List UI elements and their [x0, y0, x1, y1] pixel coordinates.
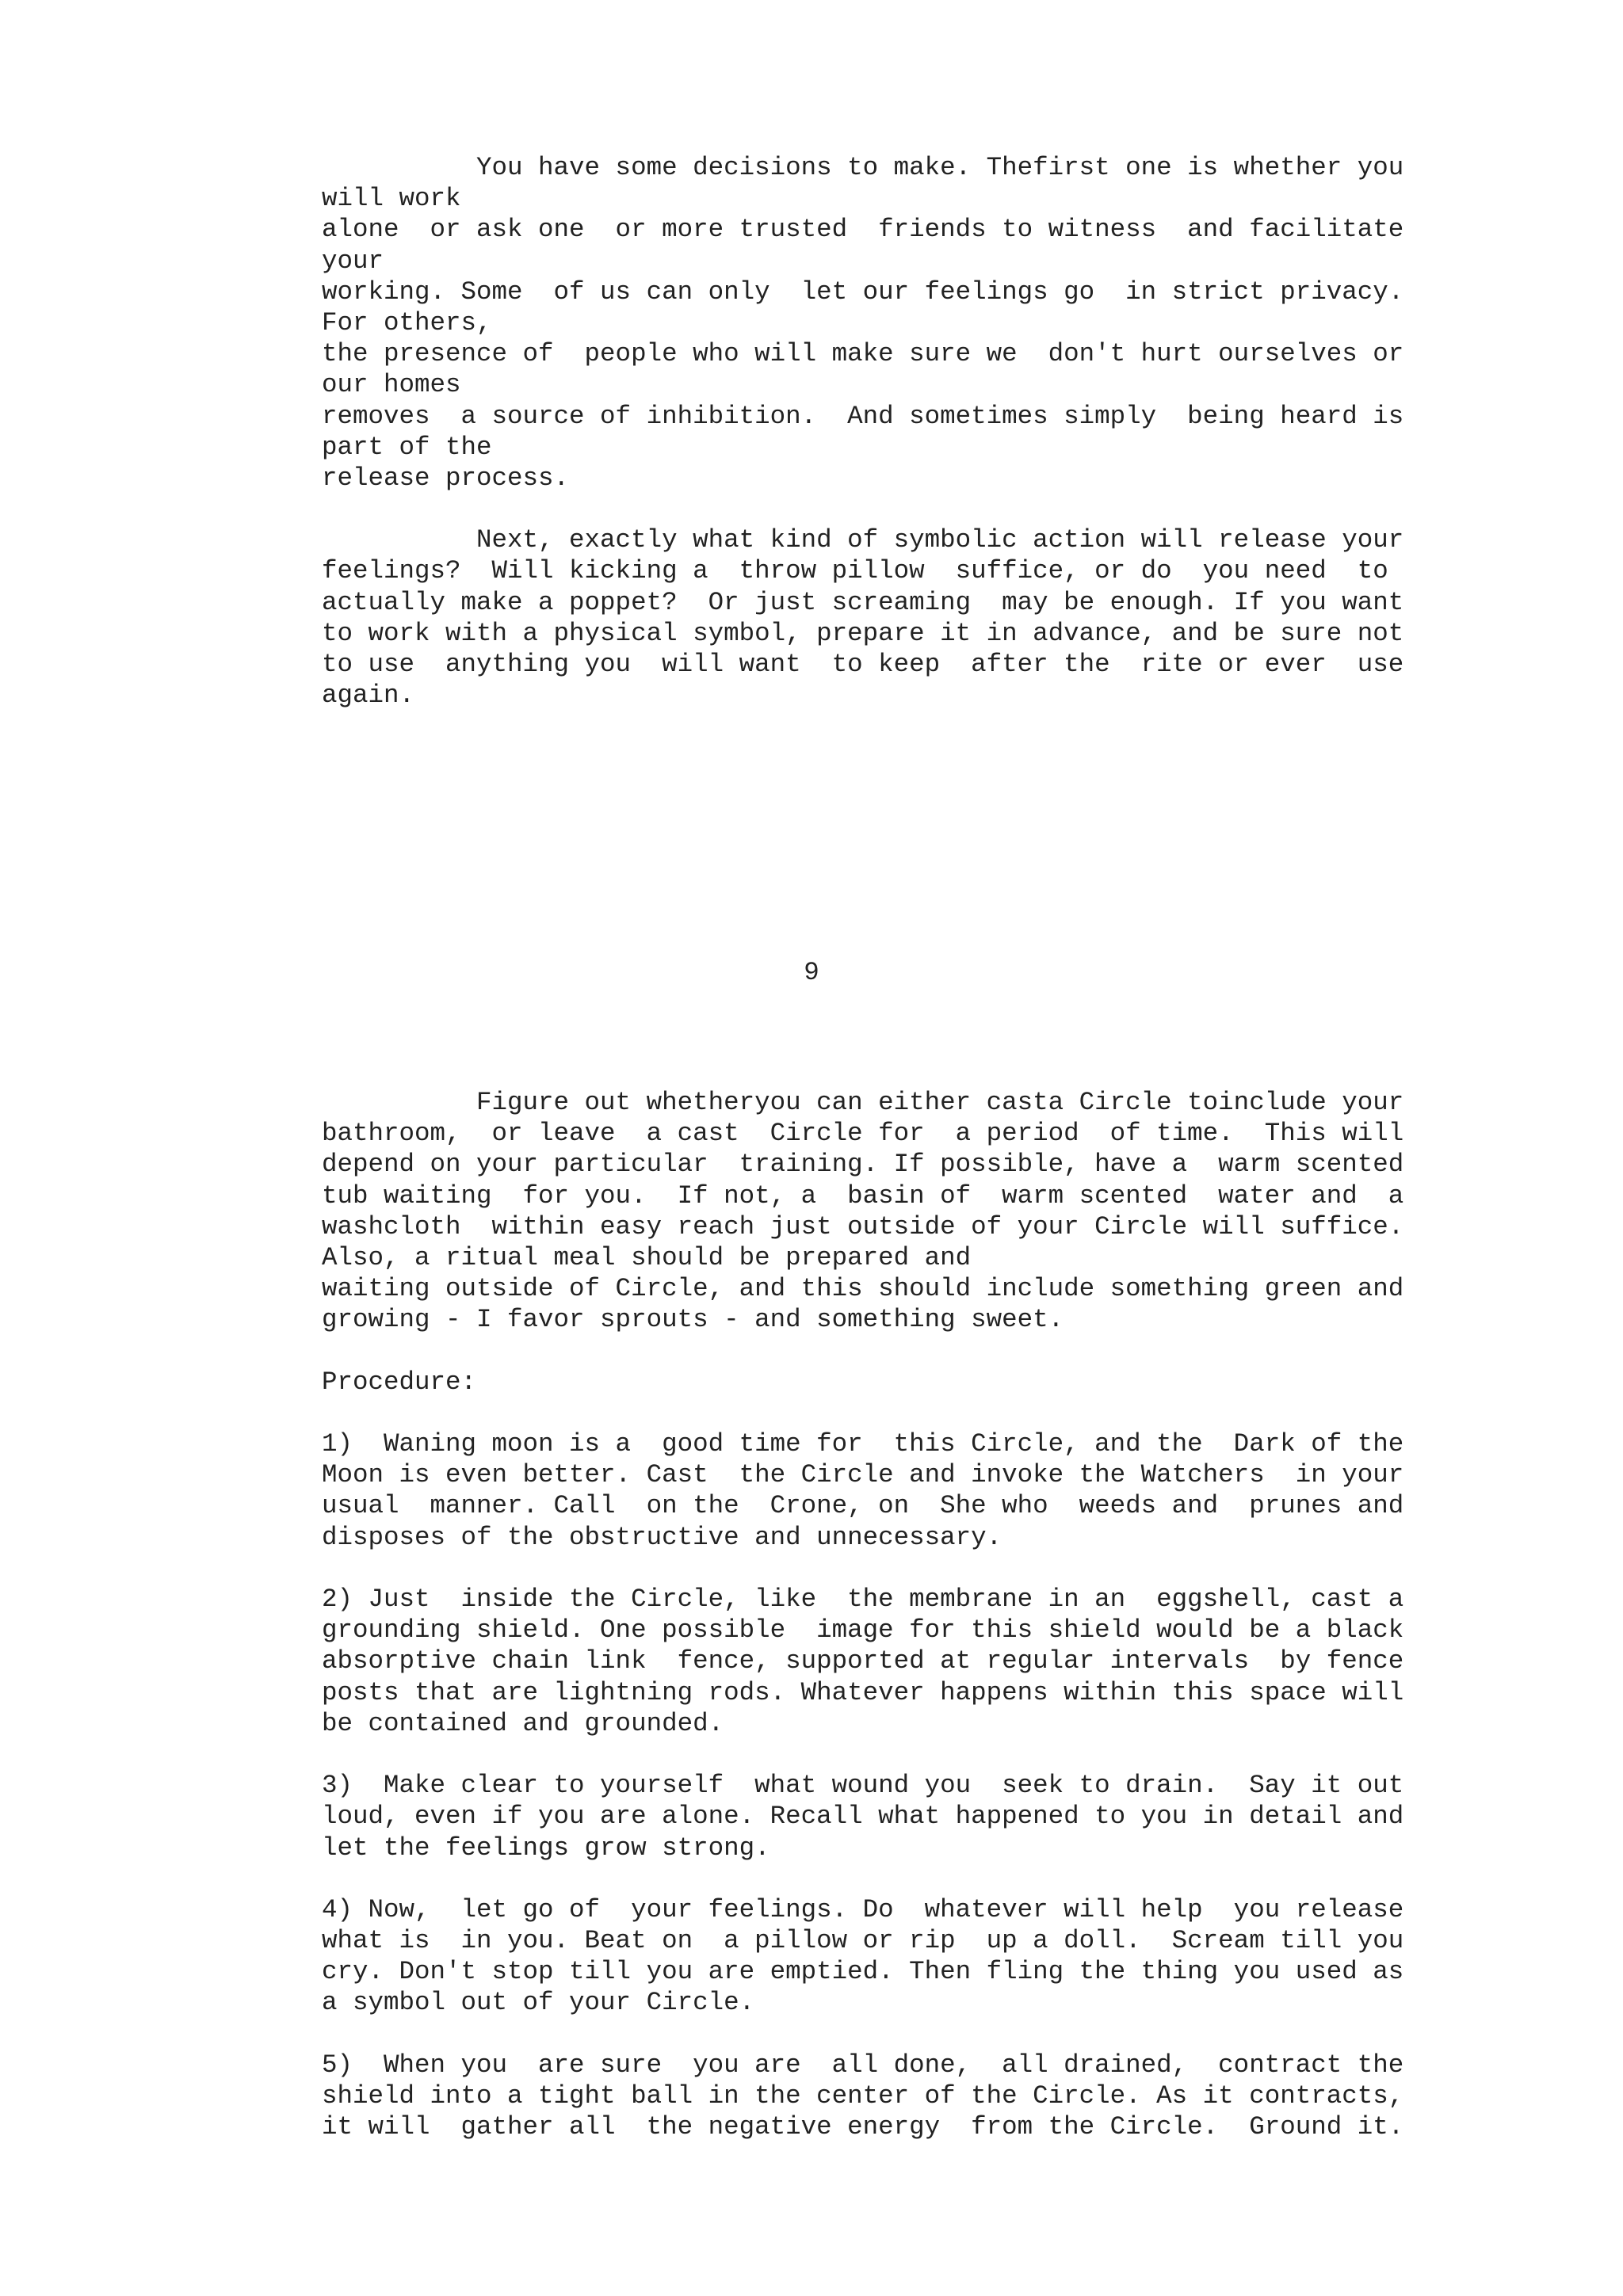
paragraph-gap	[322, 1739, 1482, 1770]
text-line: Also, a ritual meal should be prepared and	[322, 1242, 972, 1272]
paragraph-gap	[322, 1398, 1482, 1428]
text-line: what is in you. Beat on a pillow or rip up a doll. Scream till you	[322, 1926, 1404, 1956]
text-line: 2) Just inside the Circle, like the membrane in an eggshell, cast a	[322, 1585, 1404, 1614]
text-line: cry. Don't stop till you are emptied. Then fling the thing you used as	[322, 1957, 1404, 1987]
text-line: Figure out whetheryou can either casta Circle toinclude your	[322, 1088, 1404, 1117]
text-line: Moon is even better. Cast the Circle and invoke the Watchers in your	[322, 1460, 1404, 1490]
paragraph-gap	[322, 2019, 1482, 2050]
text-line: again.	[322, 681, 415, 711]
text-line: absorptive chain link fence, supported at regular intervals by fence	[322, 1646, 1404, 1676]
text-line: alone or ask one or more trusted friends to witness and facilitate	[322, 215, 1404, 245]
paragraph-gap	[322, 1553, 1482, 1584]
text-line: a symbol out of your Circle.	[322, 1988, 755, 2018]
text-line: disposes of the obstructive and unnecessary.	[322, 1522, 1002, 1552]
top-text-block	[322, 152, 1482, 711]
paragraph-gap	[322, 494, 1482, 524]
text-line: For others,	[322, 307, 492, 338]
text-line: part of the	[322, 432, 492, 462]
text-line: removes a source of inhibition. And sometimes simply being heard is	[322, 401, 1404, 431]
text-line: actually make a poppet? Or just screaming may be enough. If you want	[322, 587, 1404, 617]
text-line: your	[322, 246, 384, 276]
paragraph	[322, 1367, 1482, 1398]
paragraph-gap	[322, 1336, 1482, 1367]
paragraph	[322, 524, 1482, 711]
text-line: let the feelings grow strong.	[322, 1833, 770, 1863]
text-line: be contained and grounded.	[322, 1708, 724, 1738]
text-line: feelings? Will kicking a throw pillow suffice, or do you need to	[322, 556, 1388, 586]
text-line: grounding shield. One possible image for this shield would be a black	[322, 1615, 1404, 1646]
text-line: to work with a physical symbol, prepare it in advance, and be sure not	[322, 618, 1404, 648]
text-line: waiting outside of Circle, and this should include something green and	[322, 1274, 1404, 1304]
text-line: it will gather all the negative energy from the Circle. Ground it.	[322, 2112, 1404, 2142]
text-line: tub waiting for you. If not, a basin of warm scented water and a	[322, 1180, 1404, 1211]
text-line: Next, exactly what kind of symbolic action will release your	[322, 525, 1404, 555]
text-line: usual manner. Call on the Crone, on She who weeds and prunes and	[322, 1491, 1404, 1521]
text-line: 3) Make clear to yourself what wound you seek to drain. Say it out	[322, 1771, 1404, 1801]
paragraph-gap	[322, 1863, 1482, 1894]
text-line: 1) Waning moon is a good time for this Circle, and the Dark of the	[322, 1429, 1404, 1459]
paragraph	[322, 1770, 1482, 1863]
text-line: bathroom, or leave a cast Circle for a period of time. This will	[322, 1119, 1404, 1149]
text-line: 4) Now, let go of your feelings. Do whatever will help you release	[322, 1894, 1404, 1924]
text-line: release process.	[322, 463, 570, 493]
paragraph	[322, 1428, 1482, 1553]
paragraph	[322, 1087, 1482, 1336]
text-line: will work	[322, 184, 461, 214]
text-line: depend on your particular training. If possible, have a warm scented	[322, 1150, 1404, 1180]
text-line: You have some decisions to make. Thefirst one is whether you	[322, 153, 1404, 182]
bottom-text-block	[322, 1087, 1482, 2142]
text-line: Procedure:	[322, 1367, 477, 1397]
paragraph	[322, 1894, 1482, 2019]
text-line: loud, even if you are alone. Recall what happened to you in detail and	[322, 1802, 1404, 1832]
text-line: washcloth within easy reach just outside of your Circle will suffice.	[322, 1211, 1404, 1241]
text-line: 5) When you are sure you are all done, all drained, contract the	[322, 2050, 1404, 2080]
text-line: to use anything you will want to keep after the rite or ever use	[322, 650, 1404, 679]
text-line: growing - I favor sprouts - and something sweet.	[322, 1305, 1064, 1335]
text-line: our homes	[322, 370, 461, 400]
text-line: working. Some of us can only let our feelings go in strict privacy.	[322, 277, 1404, 307]
page-number: 9	[804, 958, 819, 987]
text-line: the presence of people who will make sure we don't hurt ourselves or	[322, 339, 1404, 369]
paragraph	[322, 1584, 1482, 1739]
text-line: posts that are lightning rods. Whatever happens within this space will	[322, 1677, 1404, 1707]
paragraph	[322, 152, 1482, 494]
paragraph	[322, 2050, 1482, 2143]
text-line: shield into a tight ball in the center of the Circle. As it contracts,	[322, 2081, 1404, 2111]
